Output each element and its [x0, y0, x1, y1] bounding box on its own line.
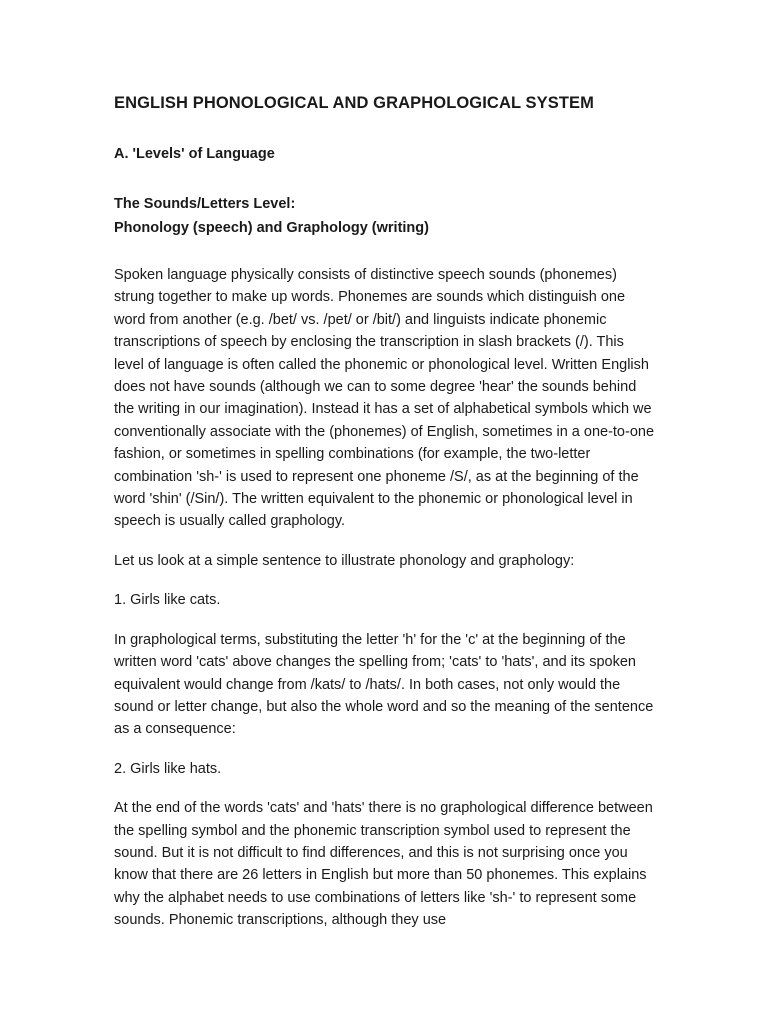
document-title: ENGLISH PHONOLOGICAL AND GRAPHOLOGICAL SYSTEM	[114, 94, 594, 112]
paragraph-intro-example: Let us look at a simple sentence to illustrate phonology and graphology:	[114, 552, 575, 569]
example-sentence-2: 2. Girls like hats.	[114, 760, 222, 777]
paragraph-phonemes: Spoken language physically consists of distinctive speech sounds (phonemes) strung together to make up words. Phonemes are sounds which distinguish one word from another (e.g. /bet/ vs. /pet/ or /bit/) and linguists indicate phonemic transcriptions of speech by enclosing the transcription in slash brackets (/). This level of language is often called the phonemic or phonological level. Written English does not have sounds (although we can to some degree 'hear' the sounds behind the writing in our imagination). Instead it has a set of alphabetical symbols which we conventionally associate with the (phonemes) of English, sometimes in a one-to-one fashion, or sometimes in spelling combinations (for example, the two-letter combination 'sh-' is used to represent one phoneme /S/, as at the beginning of the word 'shin' (/Sin/). The written equivalent to the phonemic or phonological level in speech is usually called graphology.	[114, 267, 655, 530]
subheading-phonology-graphology: Phonology (speech) and Graphology (writing)	[114, 220, 429, 236]
paragraph-differences: At the end of the words 'cats' and 'hats' there is no graphological difference between the spelling symbol and the phonemic transcription symbol used to represent the sound. But it is not difficult to find differences, and this is not surprising once you know that there are 26 letters in English but more than 50 phonemes. This explains why the alphabet needs to use combinations of letters like 'sh-' to represent some sounds. Phonemic transcriptions, although they use	[114, 800, 653, 929]
subheading-sounds-letters: The Sounds/Letters Level:	[114, 196, 296, 212]
example-sentence-1: 1. Girls like cats.	[114, 592, 221, 609]
document-page	[114, 92, 654, 932]
paragraph-graphological-terms: In graphological terms, substituting the letter 'h' for the 'c' at the beginning of the written word 'cats' above changes the spelling from; 'cats' to 'hats', and its spoken equivalent would change from /kats/ to /hats/. In both cases, not only would the sound or letter change, but also the whole word and so the meaning of the sentence as a consequence:	[114, 631, 654, 738]
section-heading: A. 'Levels' of Language	[114, 146, 275, 162]
